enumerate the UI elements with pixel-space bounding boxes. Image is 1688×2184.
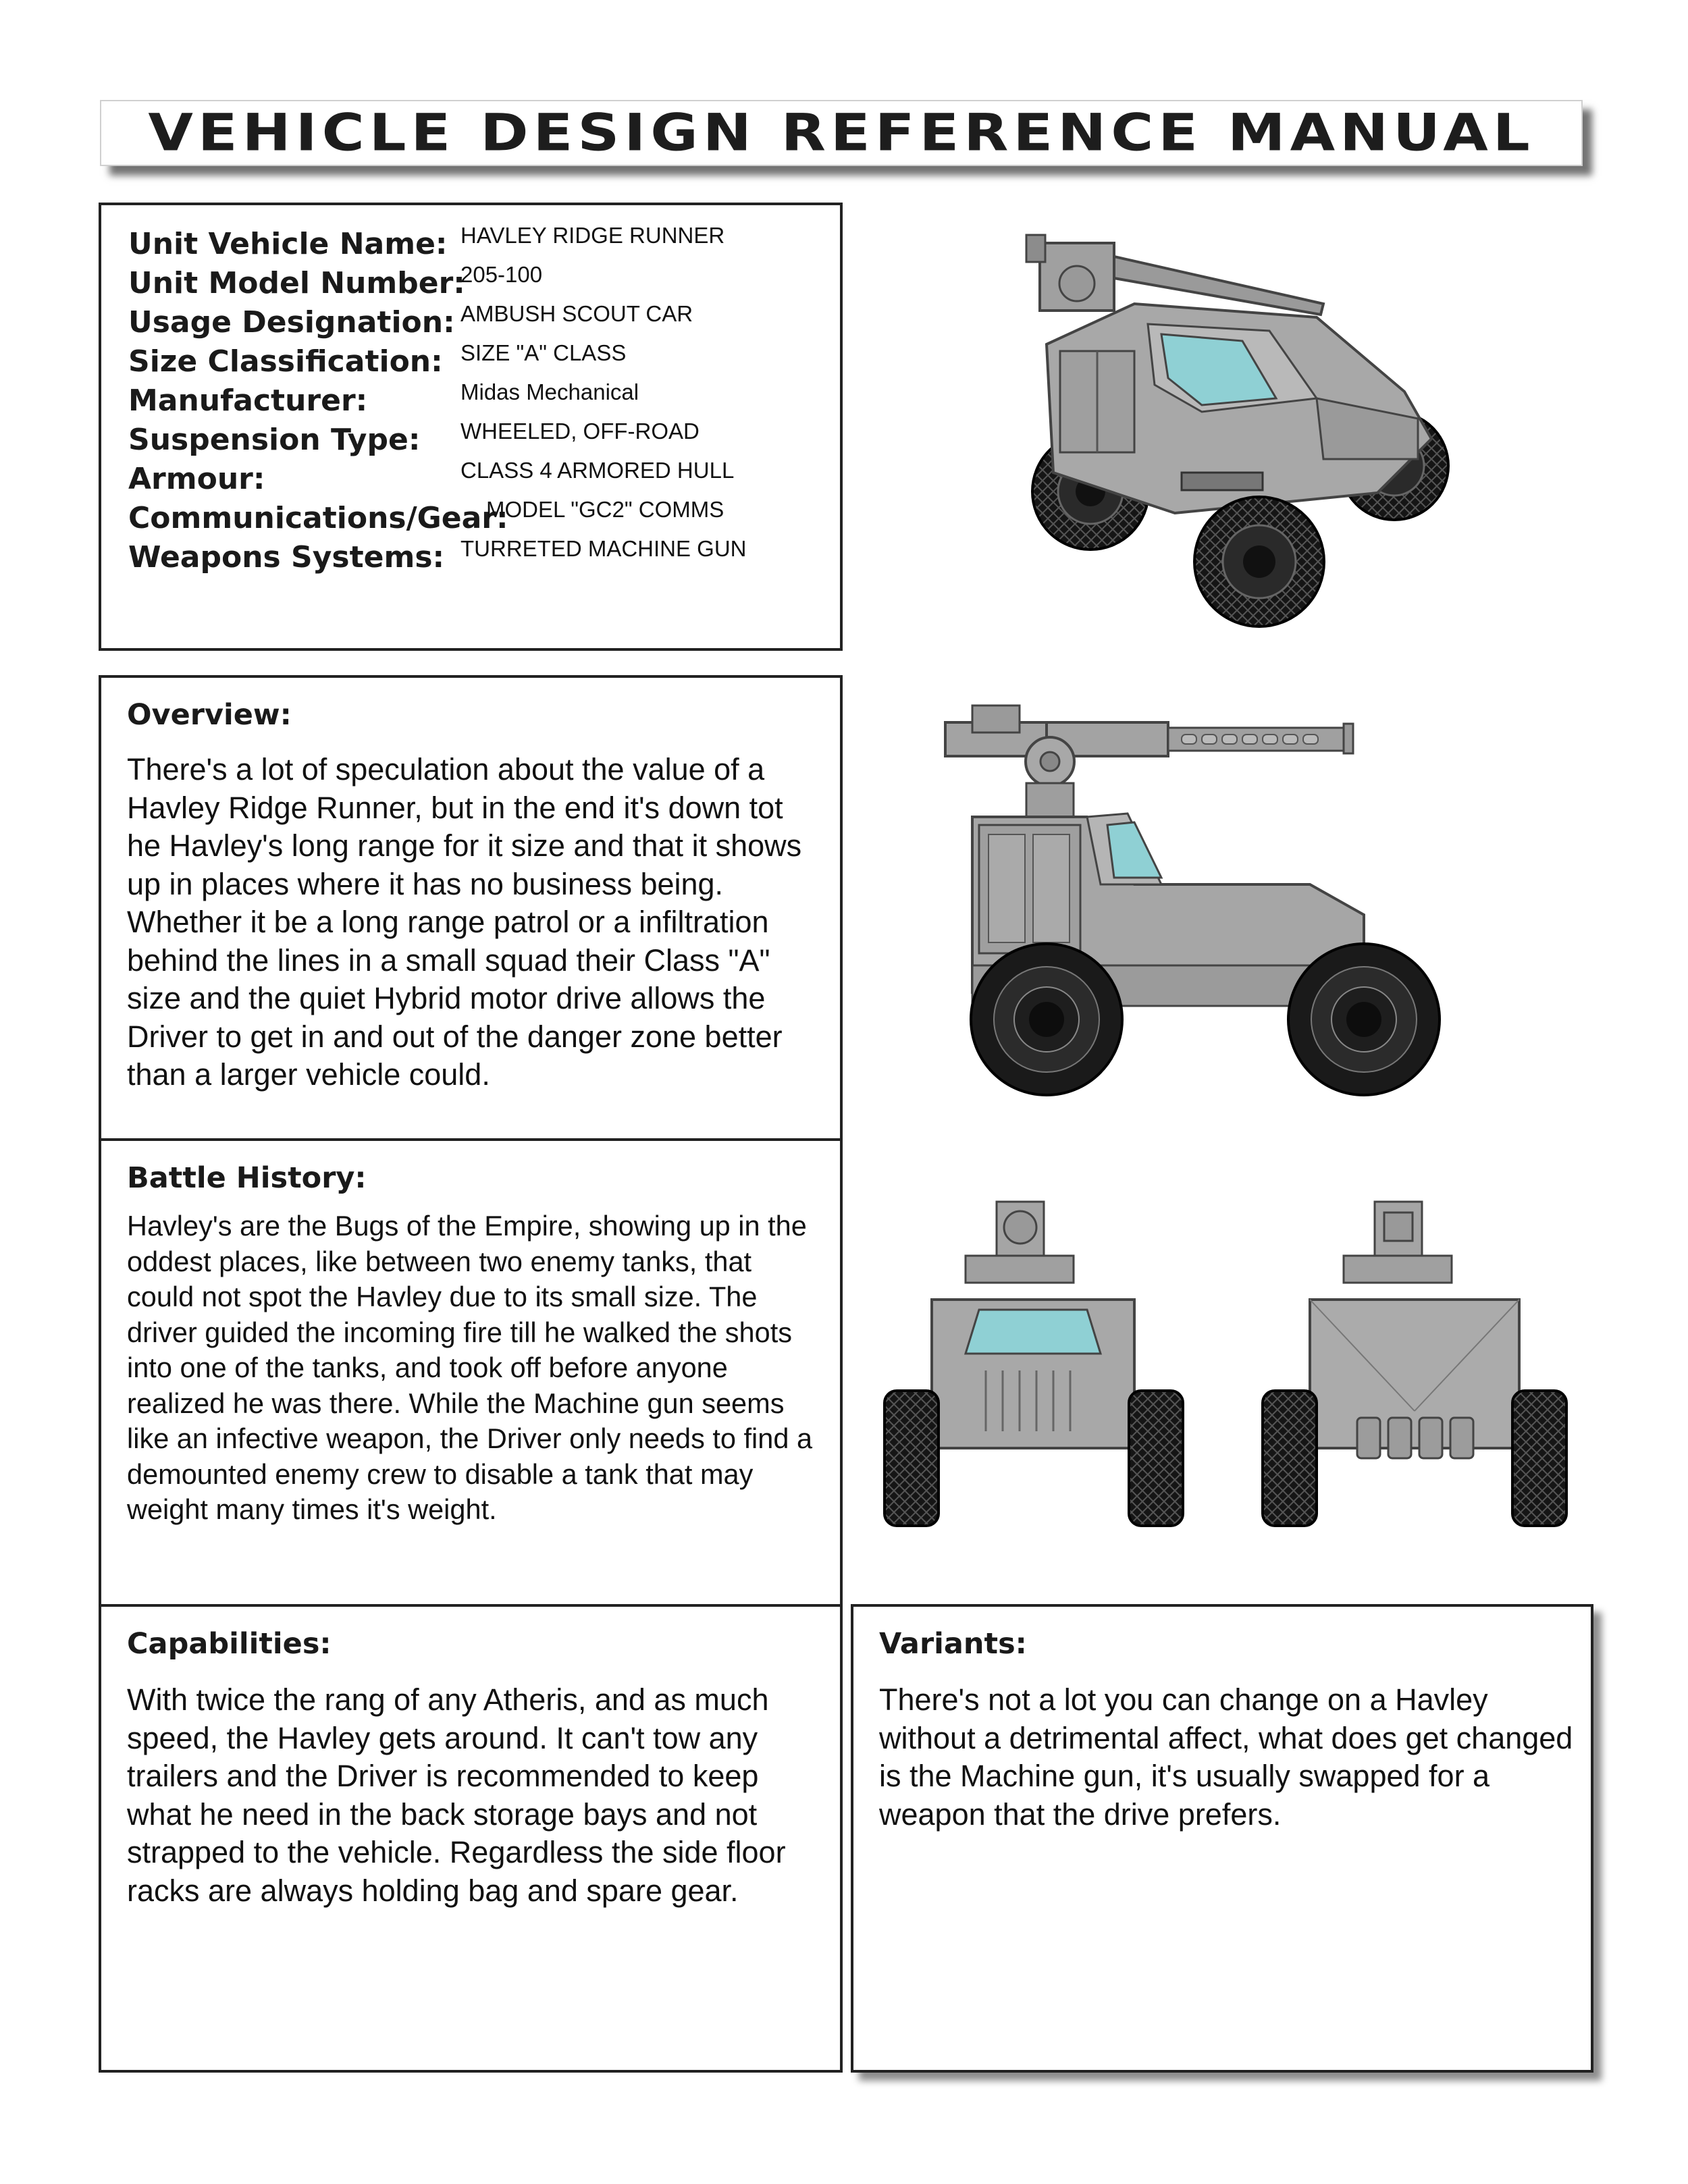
capabilities-title: Capabilities: (127, 1627, 332, 1661)
wheel (1194, 497, 1324, 627)
overview-section (99, 675, 843, 1141)
spec-label: Suspension Type: (128, 423, 421, 457)
overview-title: Overview: (127, 698, 292, 732)
spec-label: Usage Designation: (128, 305, 455, 340)
spec-value: MODEL "GC2" COMMS (486, 497, 724, 522)
spec-value: HAVLEY RIDGE RUNNER (460, 223, 725, 248)
spec-label: Weapons Systems: (128, 540, 445, 575)
title-banner (100, 100, 1583, 166)
variants-body: There's not a lot you can change on a Havley without a detrimental affect, what does get changed is the Machine gun, it's usually swapped for a weapon that the drive prefers. (879, 1682, 1573, 1832)
vehicle-render-rear (1256, 1188, 1580, 1539)
battle-history-section (99, 1138, 843, 1607)
vehicle-render-three-quarter (999, 216, 1472, 648)
vehicle-render-side (932, 682, 1526, 1114)
capabilities-body: With twice the rang of any Atheris, and as much speed, the Havley gets around. It can't tow any trailers and the Driver is recommended to keep what he need in the back storage bays and not strapped to the vehicle. Regardless the side floor racks are always holding bag and spare gear. (127, 1682, 786, 1908)
wheel (1129, 1391, 1183, 1526)
spec-label: Size Classification: (128, 344, 443, 379)
capabilities-section (99, 1604, 843, 2073)
wheel (1288, 944, 1440, 1095)
page-title: VEHICLE DESIGN REFERENCE MANUAL (148, 103, 1535, 163)
overview-body: There's a lot of speculation about the value of a Havley Ridge Runner, but in the end it's down tot he Havley's long range for it size and that it shows up in places where it has no business being. Whether it be a long range patrol or a infiltration behind the lines in a small squad their Class "A" size and the quiet Hybrid motor drive allows the Driver to get in and out of the danger zone better than a larger vehicle could. (127, 752, 802, 1092)
wheel (1512, 1391, 1566, 1526)
spec-label: Unit Model Number: (128, 266, 465, 300)
wheel (971, 944, 1122, 1095)
battle-history-title: Battle History: (127, 1161, 367, 1195)
spec-value: SIZE "A" CLASS (460, 340, 627, 365)
spec-sheet (99, 203, 843, 651)
wheel (1263, 1391, 1317, 1526)
spec-value: WHEELED, OFF-ROAD (460, 419, 700, 444)
spec-label: Armour: (128, 462, 265, 496)
spec-value: 205-100 (460, 262, 543, 287)
spec-value: AMBUSH SCOUT CAR (460, 301, 693, 326)
spec-label: Manufacturer: (128, 383, 368, 418)
spec-value: TURRETED MACHINE GUN (460, 536, 747, 561)
variants-section (851, 1604, 1593, 2073)
spec-label: Communications/Gear: (128, 501, 508, 535)
spec-label: Unit Vehicle Name: (128, 227, 448, 261)
spec-value: CLASS 4 ARMORED HULL (460, 458, 735, 483)
wheel (885, 1391, 939, 1526)
battle-history-body: Havley's are the Bugs of the Empire, showing up in the oddest places, like between two enemy tanks, that could not spot the Havley due to its small size. The driver guided the incoming fire till he walked the shots into one of the tanks, and took off before anyone realized he was there. While the Machine gun seems like an infective weapon, the Driver only needs to find a demounted enemy crew to disable a tank that may weight many times it's weight. (127, 1210, 813, 1525)
spec-value: Midas Mechanical (460, 379, 639, 404)
vehicle-render-front (878, 1188, 1202, 1539)
variants-title: Variants: (879, 1627, 1027, 1661)
